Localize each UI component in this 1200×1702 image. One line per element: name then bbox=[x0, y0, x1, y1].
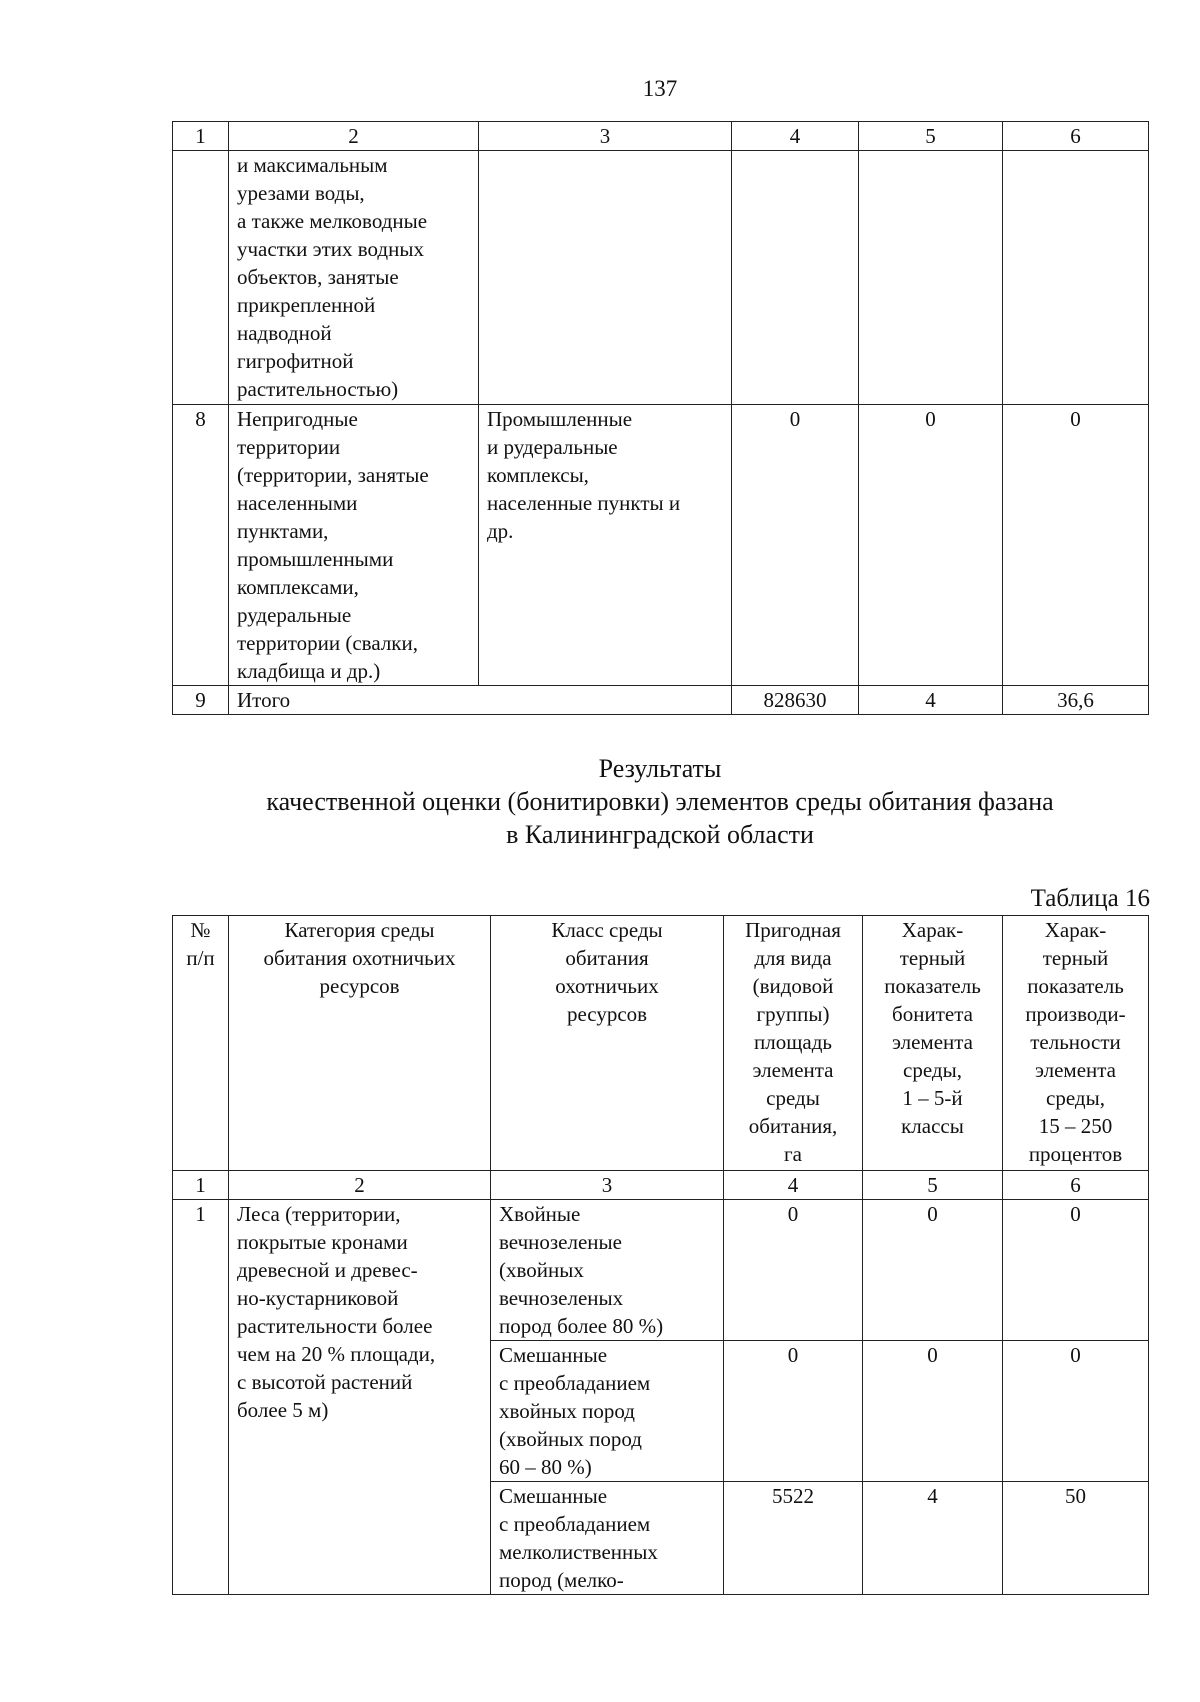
category-cell bbox=[229, 151, 479, 405]
header-line: бонитета bbox=[892, 1002, 973, 1026]
cell-line: мелколиственных bbox=[499, 1540, 658, 1564]
title-line: качественной оценки (бонитировки) элементов среды обитания фазана bbox=[266, 787, 1054, 816]
col-number: 3 bbox=[491, 1171, 724, 1200]
header-cell-number bbox=[173, 916, 229, 1171]
productivity-cell bbox=[1003, 151, 1149, 405]
col-number: 5 bbox=[859, 122, 1003, 151]
productivity-cell: 36,6 bbox=[1003, 686, 1149, 715]
cell-line: населенные пункты и bbox=[487, 491, 681, 515]
header-line: Категория среды bbox=[284, 918, 435, 942]
bonitet-cell: 0 bbox=[859, 405, 1003, 686]
area-cell: 0 bbox=[724, 1341, 863, 1482]
table-caption: Таблица 16 bbox=[1030, 885, 1150, 912]
header-line: среды, bbox=[1046, 1086, 1105, 1110]
area-cell bbox=[732, 151, 859, 405]
table-row bbox=[173, 405, 1149, 686]
header-line: производи- bbox=[1025, 1002, 1126, 1026]
cell-line: с преобладанием bbox=[499, 1512, 651, 1536]
category-cell bbox=[229, 1200, 491, 1595]
header-line: среды bbox=[766, 1086, 820, 1110]
cell-line: и максимальным bbox=[237, 153, 388, 177]
header-line: показатель bbox=[884, 974, 981, 998]
header-line: обитания охотничьих bbox=[263, 946, 456, 970]
cell-line: покрытые кронами bbox=[237, 1230, 408, 1254]
header-line: терный bbox=[1042, 946, 1109, 970]
cell-line: Хвойные bbox=[499, 1202, 581, 1226]
cell-line: территории bbox=[237, 435, 341, 459]
col-number: 4 bbox=[724, 1171, 863, 1200]
table-header-row bbox=[173, 916, 1149, 1171]
cell-line: надводной bbox=[237, 321, 332, 345]
cell-line: Леса (территории, bbox=[237, 1202, 401, 1226]
cell-line: Смешанные bbox=[499, 1484, 608, 1508]
cell-line: гигрофитной bbox=[237, 349, 354, 373]
header-line: показатель bbox=[1027, 974, 1124, 998]
header-line: га bbox=[784, 1142, 802, 1166]
table-16 bbox=[172, 915, 1149, 1595]
cell-line: населенными bbox=[237, 491, 358, 515]
section-title bbox=[0, 752, 1200, 851]
table-total-row bbox=[173, 686, 1149, 715]
header-line: тельности bbox=[1030, 1030, 1121, 1054]
header-line: ресурсов bbox=[566, 1002, 648, 1026]
cell-line: а также мелководные bbox=[237, 209, 428, 233]
header-line: Класс среды bbox=[551, 918, 663, 942]
cell-line: вечнозеленые bbox=[499, 1230, 622, 1254]
title-line: в Калининградской области bbox=[506, 820, 814, 849]
cell-line: чем на 20 % площади, bbox=[237, 1342, 436, 1366]
table-header-row bbox=[173, 122, 1149, 151]
cell-line: Промышленные bbox=[487, 407, 633, 431]
cell-line: урезами воды, bbox=[237, 181, 365, 205]
header-line: (видовой bbox=[752, 974, 834, 998]
cell-line: хвойных пород bbox=[499, 1399, 635, 1423]
productivity-cell: 0 bbox=[1003, 405, 1149, 686]
header-line: терный bbox=[899, 946, 966, 970]
header-line: для вида bbox=[754, 946, 832, 970]
area-cell: 828630 bbox=[732, 686, 859, 715]
bonitet-cell: 0 bbox=[863, 1200, 1003, 1341]
cell-line: Смешанные bbox=[499, 1343, 608, 1367]
area-cell: 0 bbox=[724, 1200, 863, 1341]
productivity-cell: 0 bbox=[1003, 1200, 1149, 1341]
cell-line: комплексы, bbox=[487, 463, 589, 487]
header-cell-category bbox=[229, 916, 491, 1171]
cell-line: др. bbox=[487, 519, 514, 543]
header-cell-productivity bbox=[1003, 916, 1149, 1171]
col-number: 4 bbox=[732, 122, 859, 151]
cell-line: 60 – 80 %) bbox=[499, 1455, 592, 1479]
class-cell bbox=[491, 1341, 724, 1482]
cell-line: (хвойных bbox=[499, 1258, 584, 1282]
row-number-cell: 9 bbox=[173, 686, 229, 715]
header-line: элемента bbox=[1034, 1058, 1117, 1082]
header-line: процентов bbox=[1028, 1142, 1123, 1166]
class-cell bbox=[479, 405, 732, 686]
category-cell bbox=[229, 405, 479, 686]
row-number-cell: 1 bbox=[173, 1200, 229, 1595]
table-row bbox=[173, 151, 1149, 405]
header-line: Харак- bbox=[901, 918, 964, 942]
cell-line: кладбища и др.) bbox=[237, 659, 381, 683]
col-number: 2 bbox=[229, 1171, 491, 1200]
header-line: № bbox=[190, 918, 211, 942]
header-cell-bonitet bbox=[863, 916, 1003, 1171]
class-cell bbox=[491, 1200, 724, 1341]
table-continuation bbox=[172, 121, 1149, 715]
area-cell: 5522 bbox=[724, 1482, 863, 1595]
col-number: 6 bbox=[1003, 1171, 1149, 1200]
cell-line: вечнозеленых bbox=[499, 1286, 624, 1310]
cell-line: прикрепленной bbox=[237, 293, 376, 317]
header-line: ресурсов bbox=[319, 974, 400, 998]
cell-line: пунктами, bbox=[237, 519, 329, 543]
header-line: обитания bbox=[565, 946, 649, 970]
header-line: элемента bbox=[752, 1058, 834, 1082]
header-line: охотничьих bbox=[555, 974, 659, 998]
title-line: Результаты bbox=[598, 754, 722, 783]
class-cell bbox=[479, 151, 732, 405]
col-number: 6 bbox=[1003, 122, 1149, 151]
header-line: 15 – 250 bbox=[1038, 1114, 1113, 1138]
cell-line: Непригодные bbox=[237, 407, 358, 431]
cell-line: с преобладанием bbox=[499, 1371, 651, 1395]
area-cell: 0 bbox=[732, 405, 859, 686]
header-line: 1 – 5-й bbox=[902, 1086, 963, 1110]
header-line: группы) bbox=[756, 1002, 830, 1026]
header-cell-class bbox=[491, 916, 724, 1171]
header-line: элемента bbox=[891, 1030, 974, 1054]
page-number: 137 bbox=[642, 76, 678, 101]
cell-line: пород более 80 %) bbox=[499, 1314, 664, 1338]
cell-line: промышленными bbox=[237, 547, 394, 571]
productivity-cell: 50 bbox=[1003, 1482, 1149, 1595]
cell-line: пород (мелко- bbox=[499, 1568, 624, 1592]
column-number-row bbox=[173, 1171, 1149, 1200]
table-row bbox=[173, 1200, 1149, 1341]
header-line: обитания, bbox=[748, 1114, 838, 1138]
row-number-cell: 8 bbox=[173, 405, 229, 686]
col-number: 5 bbox=[863, 1171, 1003, 1200]
bonitet-cell bbox=[859, 151, 1003, 405]
class-cell bbox=[491, 1482, 724, 1595]
col-number: 3 bbox=[479, 122, 732, 151]
header-line: площадь bbox=[754, 1030, 832, 1054]
col-number: 1 bbox=[173, 1171, 229, 1200]
cell-line: (территории, занятые bbox=[237, 463, 429, 487]
cell-line: более 5 м) bbox=[237, 1398, 329, 1422]
col-number: 2 bbox=[229, 122, 479, 151]
bonitet-cell: 0 bbox=[863, 1341, 1003, 1482]
header-line: классы bbox=[901, 1114, 964, 1138]
cell-line: участки этих водных bbox=[237, 237, 424, 261]
bonitet-cell: 4 bbox=[859, 686, 1003, 715]
col-number: 1 bbox=[173, 122, 229, 151]
header-line: среды, bbox=[903, 1058, 962, 1082]
cell-line: территории (свалки, bbox=[237, 631, 418, 655]
cell-line: но-кустарниковой bbox=[237, 1286, 399, 1310]
cell-line: комплексами, bbox=[237, 575, 359, 599]
cell-line: растительности более bbox=[237, 1314, 433, 1338]
cell-line: объектов, занятые bbox=[237, 265, 399, 289]
total-label-cell: Итого bbox=[229, 686, 732, 715]
cell-line: (хвойных пород bbox=[499, 1427, 642, 1451]
cell-line: с высотой растений bbox=[237, 1370, 413, 1394]
bonitet-cell: 4 bbox=[863, 1482, 1003, 1595]
cell-line: древесной и древес- bbox=[237, 1258, 418, 1282]
cell-line: рудеральные bbox=[237, 603, 352, 627]
header-line: п/п bbox=[186, 946, 215, 970]
header-cell-area bbox=[724, 916, 863, 1171]
header-line: Пригодная bbox=[745, 918, 841, 942]
cell-line: растительностью) bbox=[237, 377, 399, 401]
header-line: Харак- bbox=[1044, 918, 1107, 942]
productivity-cell: 0 bbox=[1003, 1341, 1149, 1482]
cell-line: и рудеральные bbox=[487, 435, 618, 459]
row-number-cell bbox=[173, 151, 229, 405]
